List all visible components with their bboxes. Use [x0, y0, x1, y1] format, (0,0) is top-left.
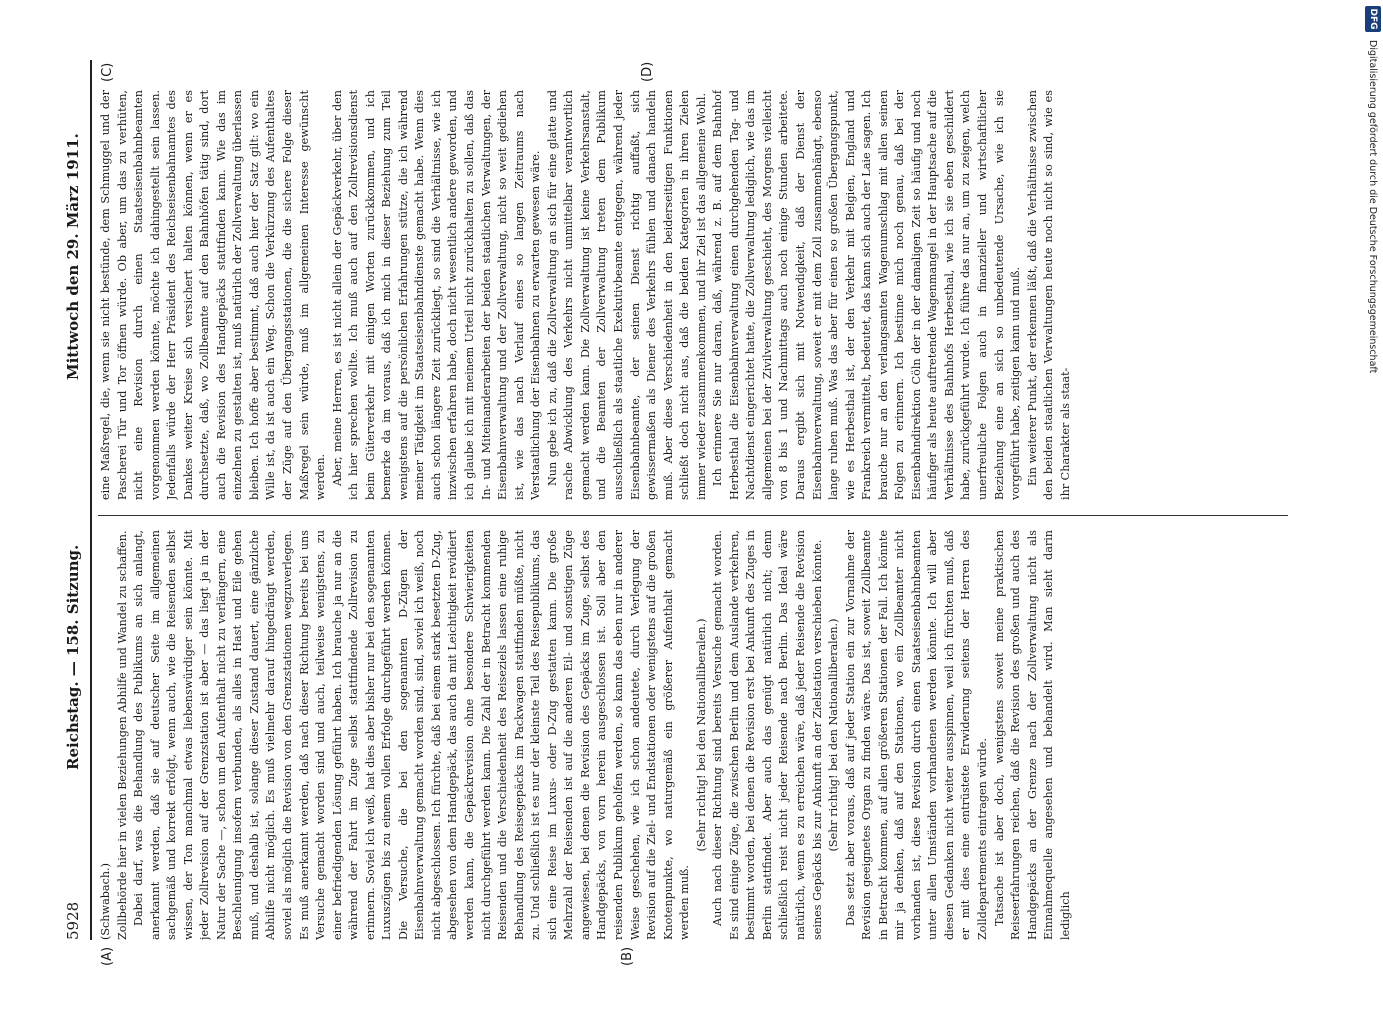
interjection: (Sehr richtig! bei den Nationalliberalen.) — [827, 618, 841, 852]
running-header — [60, 60, 90, 940]
dfg-logo-text: DFG — [1368, 8, 1378, 30]
paragraph: eine Maßregel, die, wenn sie nicht bestünde, dem Schmuggel und der Pascherei Tür und Tor öffnen würde. Ob aber, um das zu verhüten, nicht eine Revision durch einen Staatseisenbahnbeamten vorgenommen werden könnte, möchte ich dahingestellt sein lassen. Jedenfalls würde der Herr Präsident des Reichseisenbahnamtes des Dankes weiter Kreise sich versichert halten können, wenn er es durchsetzte, daß, wo Zollbeamte auf den Bahnhöfen tätig sind, dort auch die Revision des Handgepäcks stattfinden kann. Wie das im einzelnen zu gestalten ist, muß natürlich der Zollverwaltung überlassen bleiben. Ich hoffe aber bestimmt, daß auch hier der Satz gilt: wo ein Wille ist, da ist auch ein Weg. Schon die Verkürzung des Aufenthaltes der Züge auf den Übergangsstationen, die die sichere Folge dieser Maßregel sein würde, muß im allgemeinen Interesse gewünscht werden. — [99, 90, 328, 500]
paragraph: Das setzt aber voraus, daß auf jeder Station ein zur Vornahme der Revision geeignetes Organ zu finden wäre. Das ist, soweit Zollbeamte in Betracht kommen, auf allen größeren Stationen der Fall. Ich könnte mir ja denken, daß auf den Stationen, wo ein Zollbeamter nicht vorhanden ist, diese Revision durch einen Staatseisenbahnbeamten unter allen Umständen vorhandenen werden könnte. Ich will aber diesen Gedanken nicht weiter ausspinnen, weil ich fürchten muß, daß er mit dies eine entrüstete Erwiderung seitens der Herren des Zolldepartements eintragen würde. — [843, 530, 989, 940]
column-divider — [98, 515, 1288, 516]
digitization-stamp — [1365, 40, 1379, 1020]
paragraph: Aber, meine Herren, es ist nicht allein der Gepäckverkehr, über den ich hier sprechen wollte. Ich muß auch auf den Zollrevisionsdienst beim Güterverkehr mit einigen Worten zurückkommen, und ich bemerke da im voraus, daß ich mich in dieser Beziehung zum Teil wenigstens auf die persönlichen Erfahrungen stütze, die ich während meiner Tätigkeit im Staatseisenbahndienste gemacht habe. Wenn dies auch schon längere Zeit zurückliegt, so sind die Verhältnisse, wie ich inzwischen erfahren habe, doch nicht wesentlich andere geworden, und ich glaube ich mit meinem Urteil nicht zurückhalten zu sollen, daß das In- und Miteinanderarbeiten der beiden staatlichen Verwaltungen, der Eisenbahnverwaltung und der Zollverwaltung, nicht so weit gediehen ist, wie das nach Verlauf eines so langen Zeitraums nach Verstaatlichung der Eisenbahnen zu erwarten gewesen wäre. — [330, 90, 543, 500]
margin-marker-d: (D) — [640, 61, 655, 82]
margin-marker-a: (A) — [100, 946, 115, 966]
left-column — [98, 530, 1288, 940]
dfg-logo — [1365, 6, 1381, 32]
right-column — [98, 90, 1288, 500]
document-page — [60, 60, 1300, 966]
paragraph: Zollbehörde hier in vielen Beziehungen Abhilfe und Wandel zu schaffen. — [115, 530, 129, 940]
digitization-note: Digitalisierung gefördert durch die Deutsche Forschungsgemeinschaft — [1367, 40, 1378, 374]
page-number: 5928 — [64, 901, 82, 940]
header-rule — [90, 60, 92, 940]
margin-marker-b: (B) — [620, 946, 635, 966]
header-date: Mittwoch den 29. März 1911. — [64, 133, 82, 380]
paragraph: Ich erinnere Sie nur daran, daß, während z. B. auf dem Bahnhof Herbesthal die Eisenbahnverwaltung einen durchgehenden Tag- und Nachtdienst eingerichtet hatte, die Zollverwaltung lediglich, wie das im allgemeinen bei der Zivilverwaltung geschieht, des Morgens vielleicht von 8 bis 1 und Nachmittags auch noch einige Stunden arbeitete. Daraus ergibt sich mit Notwendigkeit, daß der Dienst der Eisenbahnverwaltung, soweit er mit dem Zoll zusammenhängt, ebenso lange ruhen muß. Was das aber für einen so großen Übergangspunkt, wie es Herbesthal ist, der den Verkehr mit Belgien, England und Frankreich vermittelt, bedeutet, das kann sich auch der Laie sagen. Ich brauche nur an den verlangsamten Wagenumschlag mit allen seinen Folgen zu erinnern. Ich bestinne mich noch genau, daß bei der Eisenbahndirektion Cöln der in der damaligen Zeit so häufig und noch häufiger als heute auftretende Wagenmangel in der Hauptsache auf die Verhältnisse des Bahnhofs Herbesthal, wie ich sie eben geschildert habe, zurückgeführt wurde. Ich führe das nur an, um zu zeigen, welch unerfreuliche Folgen auch in finanzieller und wirtschaftlicher Beziehung eine an sich so unbedeutende Ursache, wie ich sie vorgeführt habe, zeitigen kann und muß. — [711, 90, 1023, 500]
paragraph: Dabei darf, was die Behandlung des Publikums an sich anlangt, anerkannt werden, daß sie auf deutscher Seite im allgemeinen sachgemäß und korrekt erfolgt, wenn auch, wie die Reisenden selbst wissen, der Ton manchmal etwas liebenswürdiger sein könnte. Mit jeder Zollrevision auf der Grenzstation ist aber — das liegt ja in der Natur der Sache —, schon um den Aufenthalt nicht zu verlängern, eine Beschleunigung insofern verbunden, als alles in Hast und Eile gehen muß, und deshalb ist, solange dieser Zustand dauert, eine gänzliche Abhilfe nicht möglich. Es muß vielmehr darauf hingedrängt werden, soviel als möglich die Revision von den Grenzstationen wegzuverlegen. Es muß anerkannt werden, daß nach dieser Richtung bereits bei uns Versuche gemacht worden sind und auch, teilweise wenigstens, zu einer befriedigenden Lösung geführt haben. Ich brauche ja nur an die während der Fahrt im Zuge selbst stattfindende Zollrevision zu erinnern. Soviel ich weiß, hat dies aber bisher nur bei den sogenannten Luxuszügen bis zu einem vollen Erfolge durchgeführt werden können. Die Versuche, die bei den sogenannten D-Zügen der Eisenbahnverwaltung gemacht worden sind, sind, soviel ich weiß, noch nicht abgeschlossen. Ich fürchte, daß bei einem stark besetzten D-Zug, abgesehen von dem Handgepäck, das auch da mit Leichtigkeit revidiert werden kann, die Gepäckrevision ohne besondere Schwierigkeiten nicht durchgeführt werden kann. Die Zahl der in Betracht kommenden Reisenden und die Verschiedenheit des Reiseziels lassen eine ruhige Behandlung des Reisegepäcks im Packwagen stattfinden müßte, nicht zu. Und schließlich ist es nur der kleinste Teil des Reisepublikums, das sich eine Reise im Luxus- oder D-Zug gestatten kann. Die große Mehrzahl der Reisenden ist auf die anderen Eil- und sonstigen Züge angewiesen, bei denen die Revision des Gepäcks im Zuge, selbst des Handgepäcks, von vorn herein ausgeschlossen ist. Soll aber den reisenden Publikum geholfen werden, so kann das eben nur in anderer Weise geschehen, wie ich schon andeutete, durch Verlegung der Revision auf die Ziel- und Endstationen oder wenigstens auf die großen Knotenpunkte, wo naturgemäß ein größerer Aufenthalt gemacht werden muß. — [132, 530, 692, 940]
margin-marker-c: (C) — [100, 62, 115, 82]
paragraph: Auch nach dieser Richtung sind bereits Versuche gemacht worden. Es sind einige Züge, die zwischen Berlin und dem Auslande verkehren, bestimmt worden, bei denen die Revision erst bei Ankunft des Zuges in Berlin stattfindet. Aber auch das genügt natürlich nicht; denn schließlich reist nicht jeder Reisende nach Berlin. Das Ideal wäre natürlich, wenn es zu erreichen wäre, daß jeder Reisende die Revision seines Gepäcks bis zur Ankunft an der Zielstation verschieben könnte. — [711, 530, 824, 940]
paragraph: Nun gebe ich zu, daß die Zollverwaltung an sich für eine glatte und rasche Abwicklung des Verkehrs nicht unmittelbar verantwortlich gemacht werden kann. Die Zollverwaltung ist keine Verkehrsanstalt, und die Beamten der Zollverwaltung treten dem Publikum ausschließlich als staatliche Exekutivbeamte entgegen, während jeder Eisenbahnbeamte, der seinen Dienst richtig auffaßt, sich gewissermaßen als Diener des Verkehrs fühlen und danach handeln muß. Aber diese Verschiedenheit in den beiderseitigen Funktionen schließt doch nicht aus, daß die beiden Kategorien in ihren Zielen immer wieder zusammenkommen, und ihr Ziel ist das allgemeine Wohl. — [545, 90, 708, 500]
header-session: Reichstag. — 158. Sitzung. — [64, 544, 82, 770]
speaker-reference: (Schwabach.) — [99, 863, 112, 940]
interjection: (Sehr richtig! bei den Nationalliberalen.) — [694, 618, 708, 852]
paragraph: Tatsache ist aber doch, wenigstens soweit meine praktischen Reiseerfahrungen reichen, daß die Revision des großen und auch des Handgepäcks an der Grenze nach der Zollverwaltung nicht als Einnahmequelle angesehen und behandelt wird. Man sieht darin lediglich — [992, 530, 1072, 940]
paragraph: Ein weiterer Punkt, der erkennen läßt, daß die Verhältnisse zwischen den beiden staatlichen Verwaltungen heute noch nicht so sind, wie es ihr Charakter als staat- — [1025, 90, 1072, 500]
